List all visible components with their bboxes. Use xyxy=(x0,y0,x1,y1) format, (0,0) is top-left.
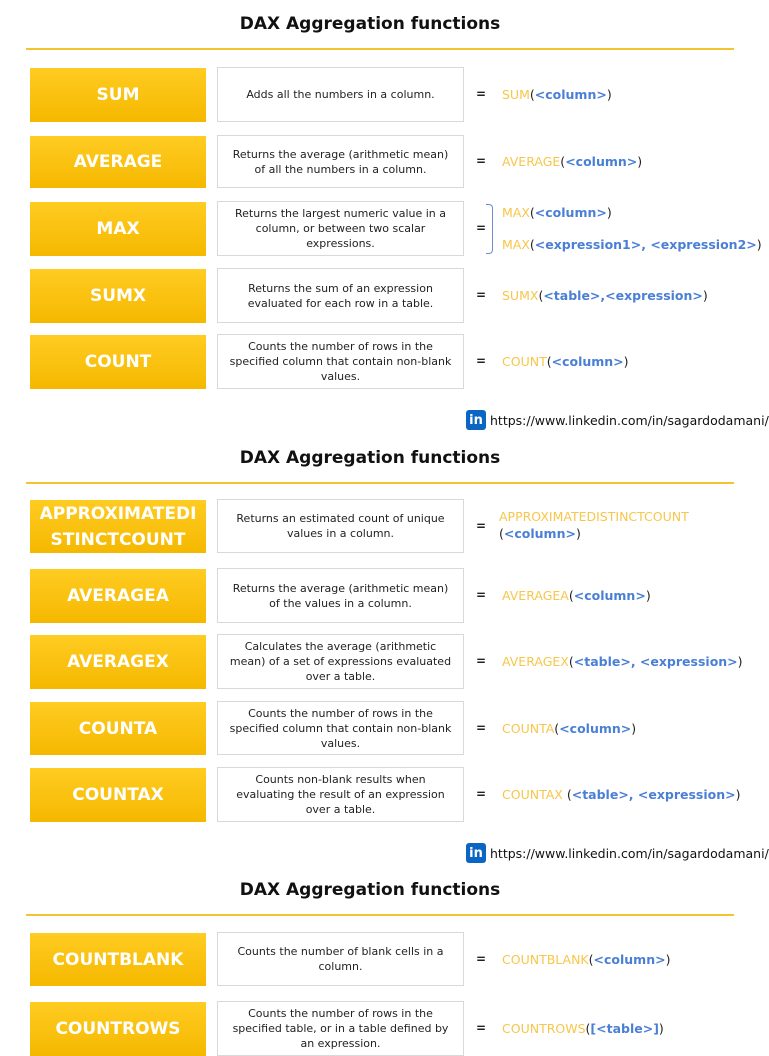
open-paren: ( xyxy=(568,588,574,603)
function-name-box xyxy=(30,68,206,122)
function-name-box xyxy=(30,202,206,256)
function-description: Returns an estimated count of unique values in a column. xyxy=(217,499,464,553)
function-name-box xyxy=(30,335,206,389)
function-name-label: COUNTROWS xyxy=(55,1019,181,1039)
open-paren: ( xyxy=(529,205,535,220)
function-description: Counts the number of rows in the specified column that contain non-blank values. xyxy=(217,334,464,389)
close-paren: ) xyxy=(645,588,651,603)
function-name-box xyxy=(30,933,206,986)
linkedin-url[interactable]: https://www.linkedin.com/in/sagardodamani/ xyxy=(490,845,769,861)
linkedin-link[interactable] xyxy=(466,410,769,430)
open-paren: ( xyxy=(529,87,535,102)
syntax-formula xyxy=(502,287,708,304)
function-name-label: AVERAGE xyxy=(73,152,163,172)
open-paren: ( xyxy=(538,288,544,303)
syntax-formula xyxy=(502,1020,664,1037)
linkedin-icon: in xyxy=(466,410,486,430)
syntax-arguments: <column> xyxy=(565,154,638,169)
function-description: Returns the sum of an expression evaluated for each row in a table. xyxy=(217,268,464,323)
syntax-function-name: COUNTA xyxy=(502,720,555,736)
syntax-arguments: <column> xyxy=(534,87,607,102)
syntax-formula xyxy=(502,204,612,221)
open-paren: ( xyxy=(568,654,574,669)
function-name-box xyxy=(30,569,206,623)
function-description: Counts the number of rows in the specified table, or in a table defined by an expression. xyxy=(217,1001,464,1056)
syntax-function-name: AVERAGEX xyxy=(502,654,569,669)
section-title: DAX Aggregation functions xyxy=(239,880,501,900)
equals-sign: = xyxy=(476,288,487,302)
function-name-label: AVERAGEX xyxy=(67,652,169,672)
syntax-formula xyxy=(502,720,636,737)
function-name-line: APPROXIMATEDI xyxy=(39,503,197,524)
function-name-label: SUM xyxy=(96,85,140,105)
syntax-function-name: SUMX xyxy=(502,288,539,303)
function-description: Returns the average (arithmetic mean) of the values in a column. xyxy=(217,568,464,623)
syntax-function-name: COUNTROWS xyxy=(502,1021,586,1036)
syntax-function-name: MAX xyxy=(502,237,530,252)
equals-sign: = xyxy=(476,588,487,602)
equals-sign: = xyxy=(476,787,487,801)
open-paren: ( xyxy=(499,526,504,541)
syntax-formula xyxy=(502,587,651,604)
syntax-formula xyxy=(502,236,762,253)
function-name-label: SUMX xyxy=(89,286,147,306)
function-name-box xyxy=(30,635,206,689)
close-paren: ) xyxy=(658,1021,664,1036)
syntax-formula xyxy=(502,353,629,370)
function-name-label xyxy=(40,501,197,553)
equals-sign: = xyxy=(476,154,487,168)
syntax-arguments: [<table>] xyxy=(590,1021,659,1036)
section-divider xyxy=(26,482,734,484)
function-name-box xyxy=(30,136,206,188)
function-name-box xyxy=(30,768,206,822)
close-paren: ) xyxy=(631,720,637,736)
function-name-box xyxy=(30,500,206,553)
syntax-function-name: MAX xyxy=(502,205,530,220)
equals-sign: = xyxy=(476,87,487,101)
close-paren: ) xyxy=(623,354,629,369)
open-paren: ( xyxy=(529,237,535,252)
syntax-arguments: <column> xyxy=(503,526,576,541)
linkedin-url[interactable]: https://www.linkedin.com/in/sagardodamani/ xyxy=(490,412,769,428)
open-paren: ( xyxy=(546,354,552,369)
function-description: Counts the number of blank cells in a column. xyxy=(217,932,464,986)
open-paren: ( xyxy=(554,720,560,736)
close-paren: ) xyxy=(665,951,671,967)
equals-sign: = xyxy=(476,654,487,668)
equals-sign: = xyxy=(476,354,487,368)
function-name-label: AVERAGEA xyxy=(67,586,169,606)
close-paren: ) xyxy=(606,205,612,220)
function-name-label: COUNTA xyxy=(78,718,158,739)
close-paren: ) xyxy=(606,87,612,102)
syntax-arguments: <column> xyxy=(551,354,624,369)
open-paren: ( xyxy=(588,951,594,967)
equals-sign: = xyxy=(476,720,487,735)
syntax-arguments: <table>, <expression> xyxy=(571,787,736,802)
section-divider xyxy=(26,914,734,916)
linkedin-link[interactable] xyxy=(466,843,769,863)
syntax-function-name: AVERAGEA xyxy=(502,588,569,603)
close-paren: ) xyxy=(737,654,743,669)
syntax-function-name: COUNTAX xyxy=(502,787,567,802)
close-paren: ) xyxy=(575,526,581,541)
brace-bracket xyxy=(486,204,493,254)
syntax-formula xyxy=(499,508,689,542)
function-name-label: COUNT xyxy=(84,352,152,372)
equals-sign: = xyxy=(476,951,487,966)
function-description: Calculates the average (arithmetic mean) of a set of expressions evaluated over a table. xyxy=(217,634,464,689)
syntax-function-name: SUM xyxy=(502,87,530,102)
function-name-line: STINCTCOUNT xyxy=(50,529,186,550)
function-description: Counts the number of rows in the specified column that contain non-blank values. xyxy=(217,701,464,755)
syntax-function-name: COUNT xyxy=(502,354,547,369)
syntax-arguments: <expression1>, <expression2> xyxy=(534,237,757,252)
function-name-box xyxy=(30,269,206,323)
linkedin-icon: in xyxy=(466,843,486,863)
open-paren: ( xyxy=(566,787,572,802)
function-description: Counts non-blank results when evaluating the result of an expression over a table. xyxy=(217,767,464,822)
syntax-function-name: AVERAGE xyxy=(502,154,561,169)
function-description: Returns the largest numeric value in a column, or between two scalar expressions. xyxy=(217,201,464,256)
close-paren: ) xyxy=(735,787,741,802)
syntax-arguments: <column> xyxy=(593,951,666,967)
open-paren: ( xyxy=(585,1021,591,1036)
syntax-arguments: <column> xyxy=(559,720,632,736)
function-name-label: MAX xyxy=(96,219,140,239)
close-paren: ) xyxy=(637,154,643,169)
equals-sign: = xyxy=(476,518,487,533)
close-paren: ) xyxy=(702,288,708,303)
syntax-arguments: <column> xyxy=(573,588,646,603)
function-name-box xyxy=(30,702,206,755)
close-paren: ) xyxy=(756,237,762,252)
syntax-formula xyxy=(502,951,670,968)
syntax-arguments: <table>,<expression> xyxy=(543,288,703,303)
syntax-formula xyxy=(502,153,642,170)
function-name-label: COUNTAX xyxy=(72,785,164,805)
section-divider xyxy=(26,48,734,50)
syntax-formula xyxy=(502,86,612,103)
function-name-label: COUNTBLANK xyxy=(52,949,184,970)
section-title: DAX Aggregation functions xyxy=(239,448,501,468)
syntax-function-name: COUNTBLANK xyxy=(502,951,589,967)
syntax-function-name: APPROXIMATEDISTINCTCOUNT xyxy=(499,509,689,524)
function-description: Adds all the numbers in a column. xyxy=(217,67,464,122)
function-name-box xyxy=(30,1002,206,1056)
section-title: DAX Aggregation functions xyxy=(239,14,501,34)
syntax-formula xyxy=(502,653,743,670)
syntax-formula xyxy=(502,786,741,803)
open-paren: ( xyxy=(560,154,566,169)
syntax-arguments: <column> xyxy=(534,205,607,220)
equals-sign: = xyxy=(476,1021,487,1035)
equals-sign: = xyxy=(476,221,487,235)
syntax-arguments: <table>, <expression> xyxy=(573,654,738,669)
function-description: Returns the average (arithmetic mean) of all the numbers in a column. xyxy=(217,135,464,188)
